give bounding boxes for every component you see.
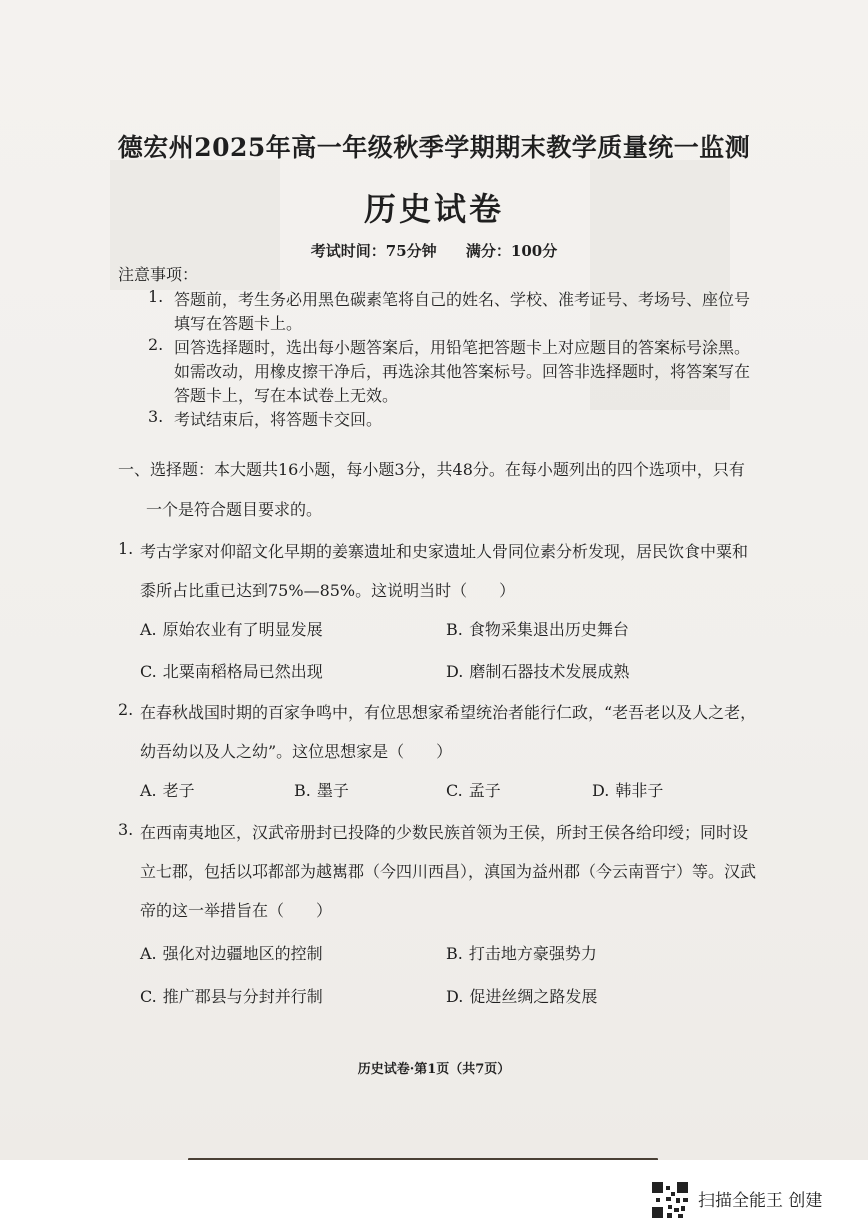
option-text: 推广郡县与分封并行制 <box>162 987 323 1006</box>
question-2-stem: 在春秋战国时期的百家争鸣中，有位思想家希望统治者能行仁政，“老吾老以及人之老， <box>140 703 757 722</box>
option-text: 孟子 <box>468 781 501 800</box>
page-footer: 历史试卷·第1页（共7页） <box>357 1062 511 1077</box>
question-3-option-d[interactable] <box>446 984 597 1007</box>
question-3-num: 3. <box>118 820 134 839</box>
notice-item-2-num: 2. <box>148 335 164 354</box>
question-2-option-a[interactable] <box>140 778 195 801</box>
qr-code-icon <box>652 1182 688 1218</box>
subject-title: 历史试卷 <box>363 190 504 228</box>
option-text: 韩非子 <box>615 781 664 800</box>
option-label: A. <box>140 620 157 639</box>
option-label: D. <box>446 662 464 681</box>
notice-item-2-line: 如需改动，用橡皮擦干净后，再选涂其他答案标号。回答非选择题时，将答案写在 <box>174 362 751 381</box>
question-3-stem: 在西南夷地区，汉武帝册封已投降的少数民族首领为王侯，所封王侯各给印绶；同时设 <box>140 823 749 842</box>
question-3-option-b[interactable] <box>446 941 597 964</box>
option-label: C. <box>140 662 157 681</box>
exam-info <box>0 240 868 261</box>
notice-item-2-line: 回答选择题时，选出每小题答案后，用铅笔把答题卡上对应题目的答案标号涂黑。 <box>174 338 751 357</box>
question-2-option-c[interactable] <box>446 778 501 801</box>
notice-item-2-line: 答题卡上，写在本试卷上无效。 <box>174 386 399 405</box>
question-3-option-a[interactable] <box>140 941 323 964</box>
question-2-stem: 幼吾幼以及人之幼”。这位思想家是（ ） <box>140 742 453 761</box>
question-1-option-a[interactable] <box>140 617 323 640</box>
option-label: B. <box>294 781 311 800</box>
option-label: D. <box>592 781 610 800</box>
notice-heading: 注意事项： <box>118 265 199 284</box>
option-text: 磨制石器技术发展成熟 <box>469 662 630 681</box>
question-3-stem: 立七郡，包括以邛都部为越嶲郡（今四川西昌），滇国为益州郡（今云南晋宁）等。汉武 <box>140 862 757 881</box>
scanner-watermark: 扫描全能王 创建 <box>698 1191 823 1211</box>
question-2-option-d[interactable] <box>592 778 663 801</box>
exam-time: 考试时间：75分钟 <box>310 242 437 260</box>
option-label: A. <box>140 781 157 800</box>
option-label: C. <box>446 781 463 800</box>
notice-item-3-line: 考试结束后，将答题卡交回。 <box>174 410 383 429</box>
option-text: 墨子 <box>316 781 349 800</box>
question-1-option-d[interactable] <box>446 659 629 682</box>
question-3-stem: 帝的这一举措旨在（ ） <box>140 901 333 920</box>
option-text: 强化对边疆地区的控制 <box>162 944 323 963</box>
notice-item-1-line: 答题前，考生务必用黑色碳素笔将自己的姓名、学校、准考证号、考场号、座位号 <box>174 290 751 309</box>
notice-item-3-num: 3. <box>148 407 164 426</box>
option-label: B. <box>446 944 463 963</box>
question-1-option-c[interactable] <box>140 659 323 682</box>
question-1-stem: 考古学家对仰韶文化早期的姜寨遗址和史家遗址人骨同位素分析发现，居民饮食中粟和 <box>140 542 749 561</box>
option-text: 促进丝绸之路发展 <box>469 987 598 1006</box>
option-label: B. <box>446 620 463 639</box>
section-heading: 一、选择题：本大题共16小题，每小题3分，共48分。在每小题列出的四个选项中，只有 <box>118 460 745 479</box>
question-1-stem: 黍所占比重已达到75%—85%。这说明当时（ ） <box>140 581 516 600</box>
section-heading-cont: 一个是符合题目要求的。 <box>146 500 323 519</box>
question-1-option-b[interactable] <box>446 617 629 640</box>
option-text: 北粟南稻格局已然出现 <box>162 662 323 681</box>
exam-title: 德宏州2025年高一年级秋季学期期末教学质量统一监测 <box>117 133 751 162</box>
notice-item-1-num: 1. <box>148 287 164 306</box>
option-text: 打击地方豪强势力 <box>468 944 597 963</box>
full-score: 满分：100分 <box>465 242 558 260</box>
question-3-option-c[interactable] <box>140 984 323 1007</box>
option-label: D. <box>446 987 464 1006</box>
question-2-option-b[interactable] <box>294 778 349 801</box>
option-label: A. <box>140 944 157 963</box>
question-1-num: 1. <box>118 539 134 558</box>
option-text: 食物采集退出历史舞台 <box>468 620 629 639</box>
option-label: C. <box>140 987 157 1006</box>
question-2-num: 2. <box>118 700 134 719</box>
option-text: 老子 <box>162 781 195 800</box>
option-text: 原始农业有了明显发展 <box>162 620 323 639</box>
notice-item-1-line: 填写在答题卡上。 <box>174 314 303 333</box>
